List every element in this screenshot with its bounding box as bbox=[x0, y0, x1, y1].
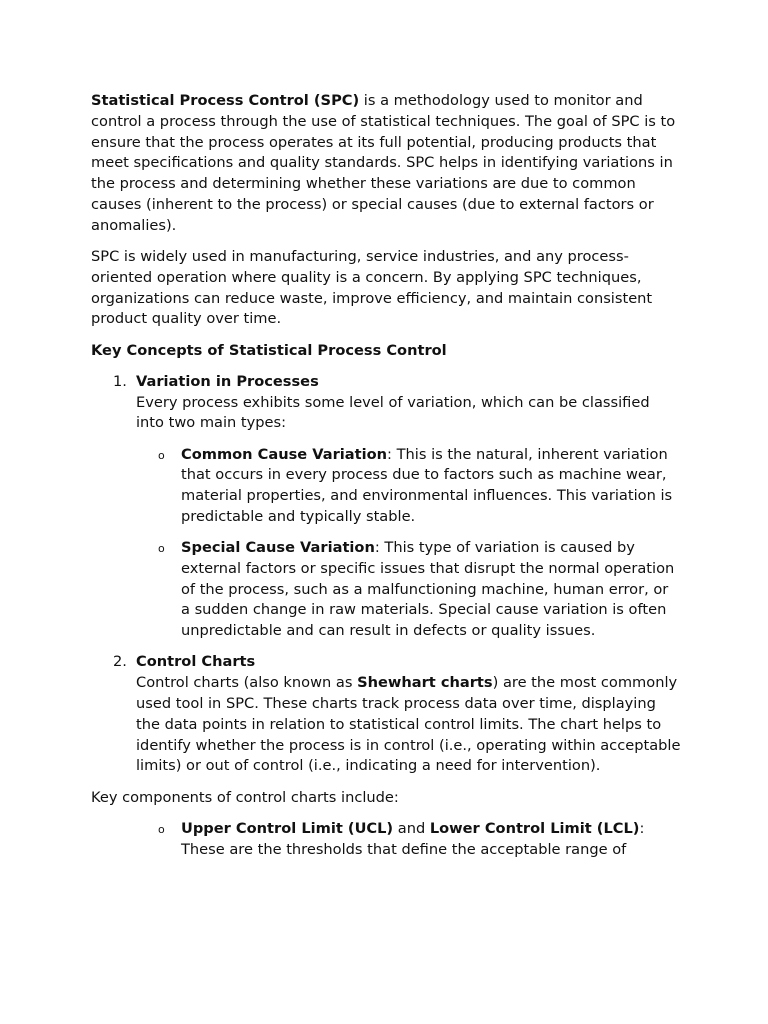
intro-paragraph-1 bbox=[91, 91, 681, 237]
numbered-item-control-charts bbox=[91, 652, 681, 777]
sub-item-term: Special Cause Variation bbox=[181, 539, 375, 557]
circle-bullet-icon: o bbox=[158, 448, 165, 462]
sub-list bbox=[136, 445, 681, 643]
item-body-after: ) are the most commonly used tool in SPC. These charts track process data over time, displaying the data points in relation to statistical control limits. The chart helps to identify whether the process is in control (i.e., operating within acceptable limits) or out of control (i.e., indicating a need for intervention). bbox=[136, 674, 681, 775]
components-intro: Key components of control charts include: bbox=[91, 788, 399, 806]
item-number: 1. bbox=[113, 372, 127, 390]
circle-bullet-icon: o bbox=[158, 822, 165, 836]
numbered-item-variation bbox=[91, 372, 681, 642]
joiner-text: and bbox=[393, 819, 430, 837]
intro-paragraph-2: SPC is widely used in manufacturing, service industries, and any process-oriented operation where quality is a concern. By applying SPC techniques, organizations can reduce waste, improve efficiency, and maintain consistent product quality over time. bbox=[91, 247, 653, 328]
item-body bbox=[136, 673, 681, 777]
sub-item-text: : These are the thresholds that define the acceptable range of bbox=[181, 819, 645, 858]
sub-item-control-limits bbox=[91, 819, 681, 861]
item-number: 2. bbox=[113, 653, 127, 671]
item-title: Variation in Processes bbox=[136, 372, 319, 390]
intro-paragraph-1-text: is a methodology used to monitor and control a process through the use of statistical techniques. The goal of SPC is to ensure that the process operates at its full potential, producing products that meet specifications and quality standards. SPC helps in identifying variations in the process and determining whether these variations are due to common causes (inherent to the process) or special causes (due to external factors or anomalies). bbox=[91, 92, 676, 234]
sub-item-special-cause bbox=[136, 538, 681, 642]
item-body: Every process exhibits some level of variation, which can be classified into two main types: bbox=[136, 393, 650, 432]
sub-item-common-cause bbox=[136, 445, 681, 528]
sub-item-term: Common Cause Variation bbox=[181, 445, 388, 463]
spc-term: Statistical Process Control (SPC) bbox=[91, 92, 360, 109]
item-title: Control Charts bbox=[136, 653, 256, 671]
circle-bullet-icon: o bbox=[158, 542, 165, 556]
sub-item-text: : This is the natural, inherent variation that occurs in every process due to factors such as machine wear, material properties, and environmental influences. This variation is predictable and typically stable. bbox=[181, 445, 673, 525]
item-body-before: Control charts (also known as bbox=[136, 674, 358, 692]
ucl-term: Upper Control Limit (UCL) bbox=[181, 819, 394, 837]
section-heading: Key Concepts of Statistical Process Control bbox=[91, 341, 447, 359]
shewhart-term: Shewhart charts bbox=[357, 674, 493, 692]
lcl-term: Lower Control Limit (LCL) bbox=[429, 819, 640, 837]
document-page bbox=[91, 91, 681, 860]
sub-item-text: : This type of variation is caused by external factors or specific issues that disrupt the normal operation of the process, such as a malfunctioning machine, human error, or a sudden change in raw materials. Special cause variation is often unpredictable and can result in defects or quality issues. bbox=[181, 539, 675, 640]
